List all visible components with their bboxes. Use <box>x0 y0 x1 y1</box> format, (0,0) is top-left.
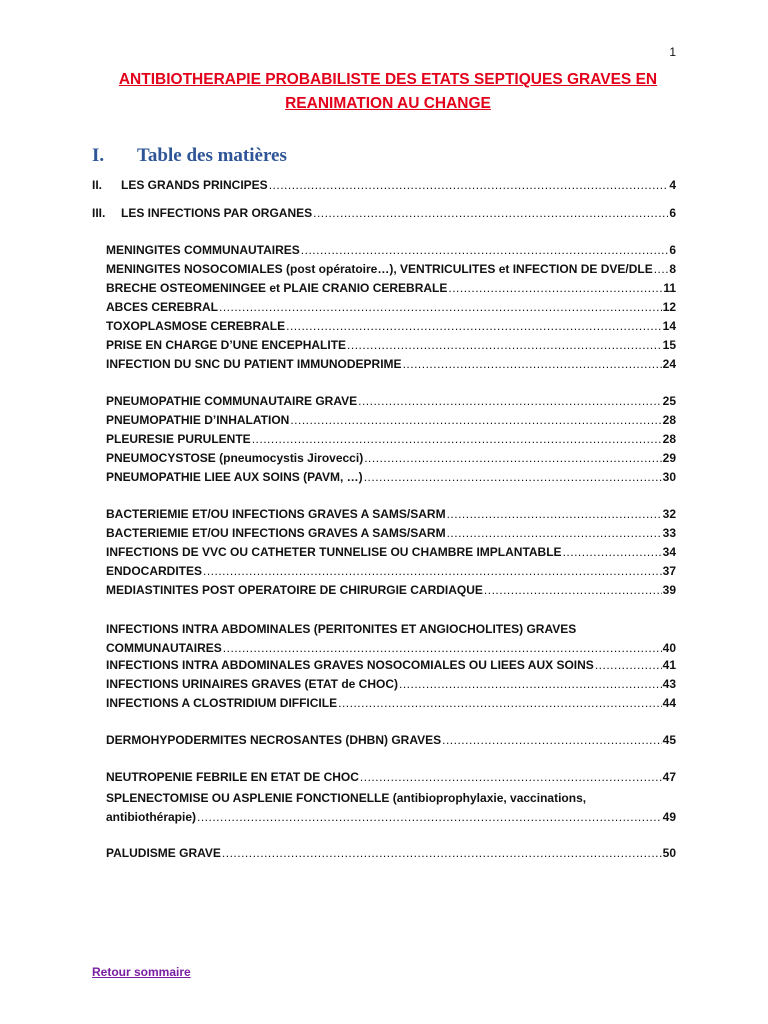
dot-leader <box>347 338 662 353</box>
toc-entry[interactable] <box>106 507 676 522</box>
entry-label: PNEUMOPATHIE COMMUNAUTAIRE GRAVE <box>106 394 358 408</box>
entry-label: BACTERIEMIE ET/OU INFECTIONS GRAVES A SAMS/SARM <box>106 526 446 540</box>
dot-leader <box>222 846 662 861</box>
page-ref: 37 <box>662 564 676 578</box>
entry-label: BACTERIEMIE ET/OU INFECTIONS GRAVES A SAMS/SARM <box>106 507 446 521</box>
entry-label: ENDOCARDITES <box>106 564 203 578</box>
toc-entry[interactable] <box>106 413 676 428</box>
toc-heading-number: I. <box>92 145 105 166</box>
page-number: 1 <box>669 45 676 59</box>
toc-entry[interactable] <box>106 262 676 277</box>
dot-leader <box>290 413 661 428</box>
entry-label: PRISE EN CHARGE D’UNE ENCEPHALITE <box>106 338 347 352</box>
page-ref: 6 <box>669 243 676 257</box>
entry-label: PLEURESIE PURULENTE <box>106 432 251 446</box>
dot-leader <box>484 583 662 598</box>
toc-heading <box>92 145 287 167</box>
toc-entry[interactable] <box>106 338 676 353</box>
document-title <box>90 68 686 116</box>
dot-leader <box>313 206 668 221</box>
dot-leader <box>203 564 662 579</box>
page-ref: 12 <box>662 300 676 314</box>
page-ref: 47 <box>662 770 676 784</box>
toc-entry[interactable] <box>106 696 676 711</box>
page-ref: 33 <box>662 526 676 540</box>
toc-entry[interactable] <box>106 658 676 673</box>
toc-entry[interactable] <box>106 451 676 466</box>
toc-entry[interactable] <box>106 300 676 315</box>
dot-leader <box>563 545 662 560</box>
entry-label: INFECTIONS INTRA ABDOMINALES GRAVES NOSOCOMIALES OU LIEES AUX SOINS <box>106 658 594 672</box>
entry-label: SPLENECTOMISE OU ASPLENIE FONCTIONELLE (antibioprophylaxie, vaccinations, <box>106 791 587 805</box>
entry-label-continued: antibiothérapie) <box>106 810 197 824</box>
page-ref: 39 <box>662 583 676 597</box>
entry-label: DERMOHYPODERMITES NECROSANTES (DHBN) GRAVES <box>106 733 442 747</box>
title-line-1: ANTIBIOTHERAPIE PROBABILISTE DES ETATS SEPTIQUES GRAVES EN <box>118 71 658 88</box>
dot-leader <box>269 178 669 193</box>
dot-leader <box>364 470 662 485</box>
dot-leader <box>364 451 661 466</box>
toc-entry[interactable] <box>106 789 676 827</box>
page-ref: 28 <box>662 413 676 427</box>
entry-label: PALUDISME GRAVE <box>106 846 221 860</box>
toc-entry[interactable] <box>106 733 676 748</box>
toc-entry[interactable] <box>106 319 676 334</box>
section-label: LES GRANDS PRINCIPES <box>121 178 268 192</box>
toc-entry[interactable] <box>106 243 676 258</box>
dot-leader <box>448 281 662 296</box>
dot-leader <box>447 507 662 522</box>
toc-entry[interactable] <box>106 846 676 861</box>
page-ref: 6 <box>669 206 676 220</box>
entry-label: BRECHE OSTEOMENINGEE et PLAIE CRANIO CEREBRALE <box>106 281 448 295</box>
entry-label: MENINGITES NOSOCOMIALES (post opératoire…), VENTRICULITES et INFECTION DE DVE/DLE <box>106 262 653 276</box>
dot-leader <box>286 319 662 334</box>
page-ref: 25 <box>662 394 676 408</box>
entry-label: PNEUMOPATHIE LIEE AUX SOINS (PAVM, …) <box>106 470 363 484</box>
dot-leader <box>252 432 662 447</box>
page-ref: 8 <box>669 262 676 276</box>
entry-label: INFECTIONS DE VVC OU CATHETER TUNNELISE OU CHAMBRE IMPLANTABLE <box>106 545 562 559</box>
toc-entry[interactable] <box>106 394 676 409</box>
entry-label: INFECTIONS A CLOSTRIDIUM DIFFICILE <box>106 696 338 710</box>
page-ref: 32 <box>662 507 676 521</box>
toc-entry[interactable] <box>106 564 676 579</box>
toc-entry[interactable] <box>106 281 676 296</box>
page-ref: 11 <box>663 281 676 295</box>
page-ref: 14 <box>662 319 676 333</box>
page-ref: 43 <box>662 677 676 691</box>
dot-leader <box>399 677 662 692</box>
section-number: II. <box>92 178 103 192</box>
page-ref: 50 <box>662 846 676 860</box>
toc-entry[interactable] <box>106 770 676 785</box>
dot-leader <box>442 733 662 748</box>
toc-entry[interactable] <box>106 545 676 560</box>
page-ref: 34 <box>662 545 676 559</box>
page-ref: 44 <box>662 696 676 710</box>
toc-section-entry[interactable] <box>92 206 676 221</box>
toc-entry[interactable] <box>106 677 676 692</box>
page-ref: 29 <box>662 451 676 465</box>
title-line-2: REANIMATION AU CHANGE <box>285 95 491 112</box>
toc-entry[interactable] <box>106 432 676 447</box>
entry-label: ABCES CEREBRAL <box>106 300 219 314</box>
entry-label: INFECTIONS INTRA ABDOMINALES (PERITONITES ET ANGIOCHOLITES) GRAVES <box>106 622 577 636</box>
toc-entry[interactable] <box>106 357 676 372</box>
toc-section-entry[interactable] <box>92 178 676 193</box>
entry-label: PNEUMOPATHIE D’INHALATION <box>106 413 290 427</box>
dot-leader <box>338 696 662 711</box>
page-ref: 41 <box>662 658 676 672</box>
toc-entry[interactable] <box>106 526 676 541</box>
page-ref: 15 <box>662 338 676 352</box>
dot-leader <box>654 262 669 277</box>
dot-leader <box>301 243 669 258</box>
entry-label: INFECTION DU SNC DU PATIENT IMMUNODEPRIME <box>106 357 402 371</box>
entry-label: TOXOPLASMOSE CEREBRALE <box>106 319 286 333</box>
dot-leader <box>219 300 662 315</box>
dot-leader <box>358 394 662 409</box>
toc-entry[interactable] <box>106 620 676 658</box>
page-ref: 40 <box>662 641 676 655</box>
toc-entry[interactable] <box>106 583 676 598</box>
dot-leader <box>403 357 662 372</box>
return-summary-link[interactable]: Retour sommaire <box>92 965 191 979</box>
entry-label: NEUTROPENIE FEBRILE EN ETAT DE CHOC <box>106 770 359 784</box>
dot-leader <box>595 658 662 673</box>
page-ref: 4 <box>669 178 676 192</box>
entry-label: INFECTIONS URINAIRES GRAVES (ETAT de CHOC) <box>106 677 399 691</box>
toc-entry[interactable] <box>106 470 676 485</box>
page-ref: 45 <box>662 733 676 747</box>
page-ref: 30 <box>662 470 676 484</box>
entry-label: MENINGITES COMMUNAUTAIRES <box>106 243 300 257</box>
dot-leader <box>223 639 662 658</box>
page-ref: 24 <box>662 357 676 371</box>
page-ref: 28 <box>662 432 676 446</box>
dot-leader <box>197 808 662 827</box>
dot-leader <box>447 526 662 541</box>
toc-heading-text: Table des matières <box>137 145 287 166</box>
entry-label: MEDIASTINITES POST OPERATOIRE DE CHIRURGIE CARDIAQUE <box>106 583 483 597</box>
section-label: LES INFECTIONS PAR ORGANES <box>121 206 313 220</box>
dot-leader <box>360 770 662 785</box>
section-number: III. <box>92 206 106 220</box>
entry-label-continued: COMMUNAUTAIRES <box>106 641 222 655</box>
page-ref: 49 <box>662 810 676 824</box>
entry-label: PNEUMOCYSTOSE (pneumocystis Jirovecci) <box>106 451 364 465</box>
